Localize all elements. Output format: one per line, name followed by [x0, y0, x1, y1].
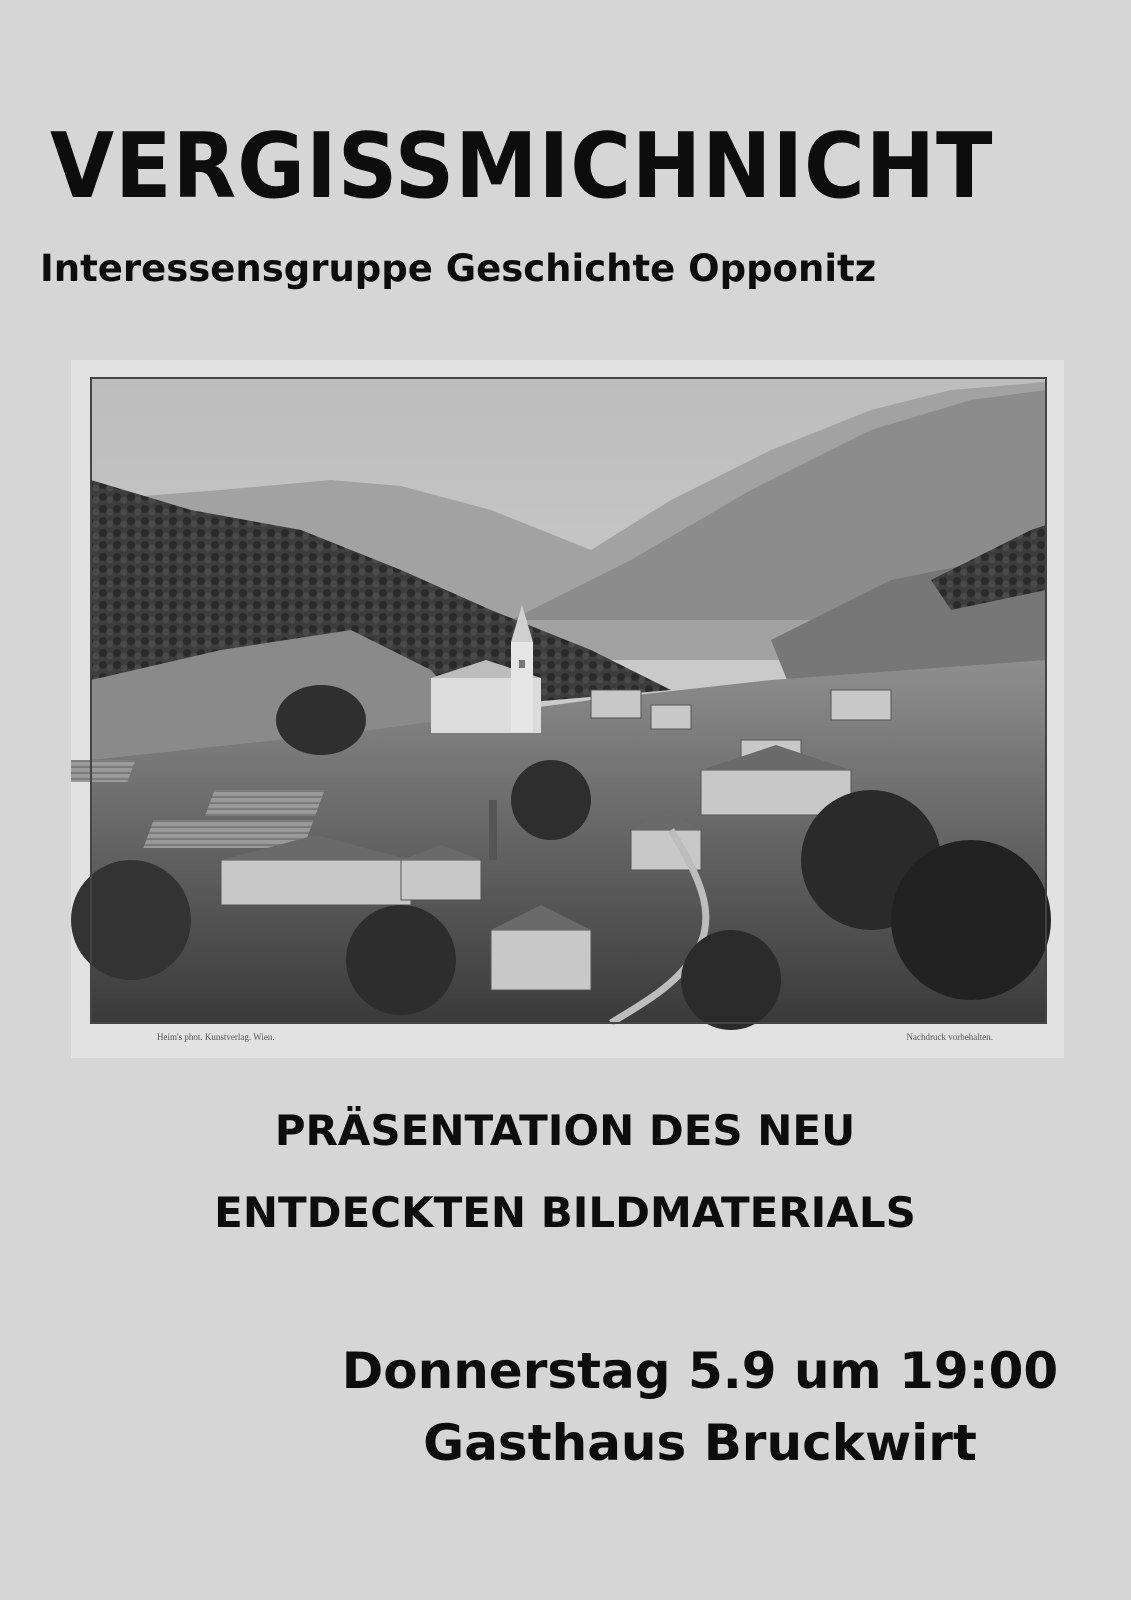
headline-line-1: PRÄSENTATION DES NEU: [274, 1106, 856, 1155]
historic-village-photo: [71, 360, 1064, 1058]
poster-subtitle: Interessensgruppe Geschichte Opponitz: [40, 247, 877, 290]
poster-title: VERGISSMICHNICHT: [50, 114, 994, 219]
photo-credit-left: Heim's phot. Kunstverlag. Wien.: [157, 1032, 275, 1042]
presentation-headline: [190, 1090, 940, 1254]
event-details: [300, 1335, 1100, 1479]
photo-credit-right: Nachdruck vorbehalten.: [906, 1032, 993, 1042]
event-date-time: Donnerstag 5.9 um 19:00: [341, 1342, 1059, 1400]
event-venue: Gasthaus Bruckwirt: [423, 1414, 977, 1472]
headline-line-2: ENTDECKTEN BILDMATERIALS: [214, 1188, 916, 1237]
